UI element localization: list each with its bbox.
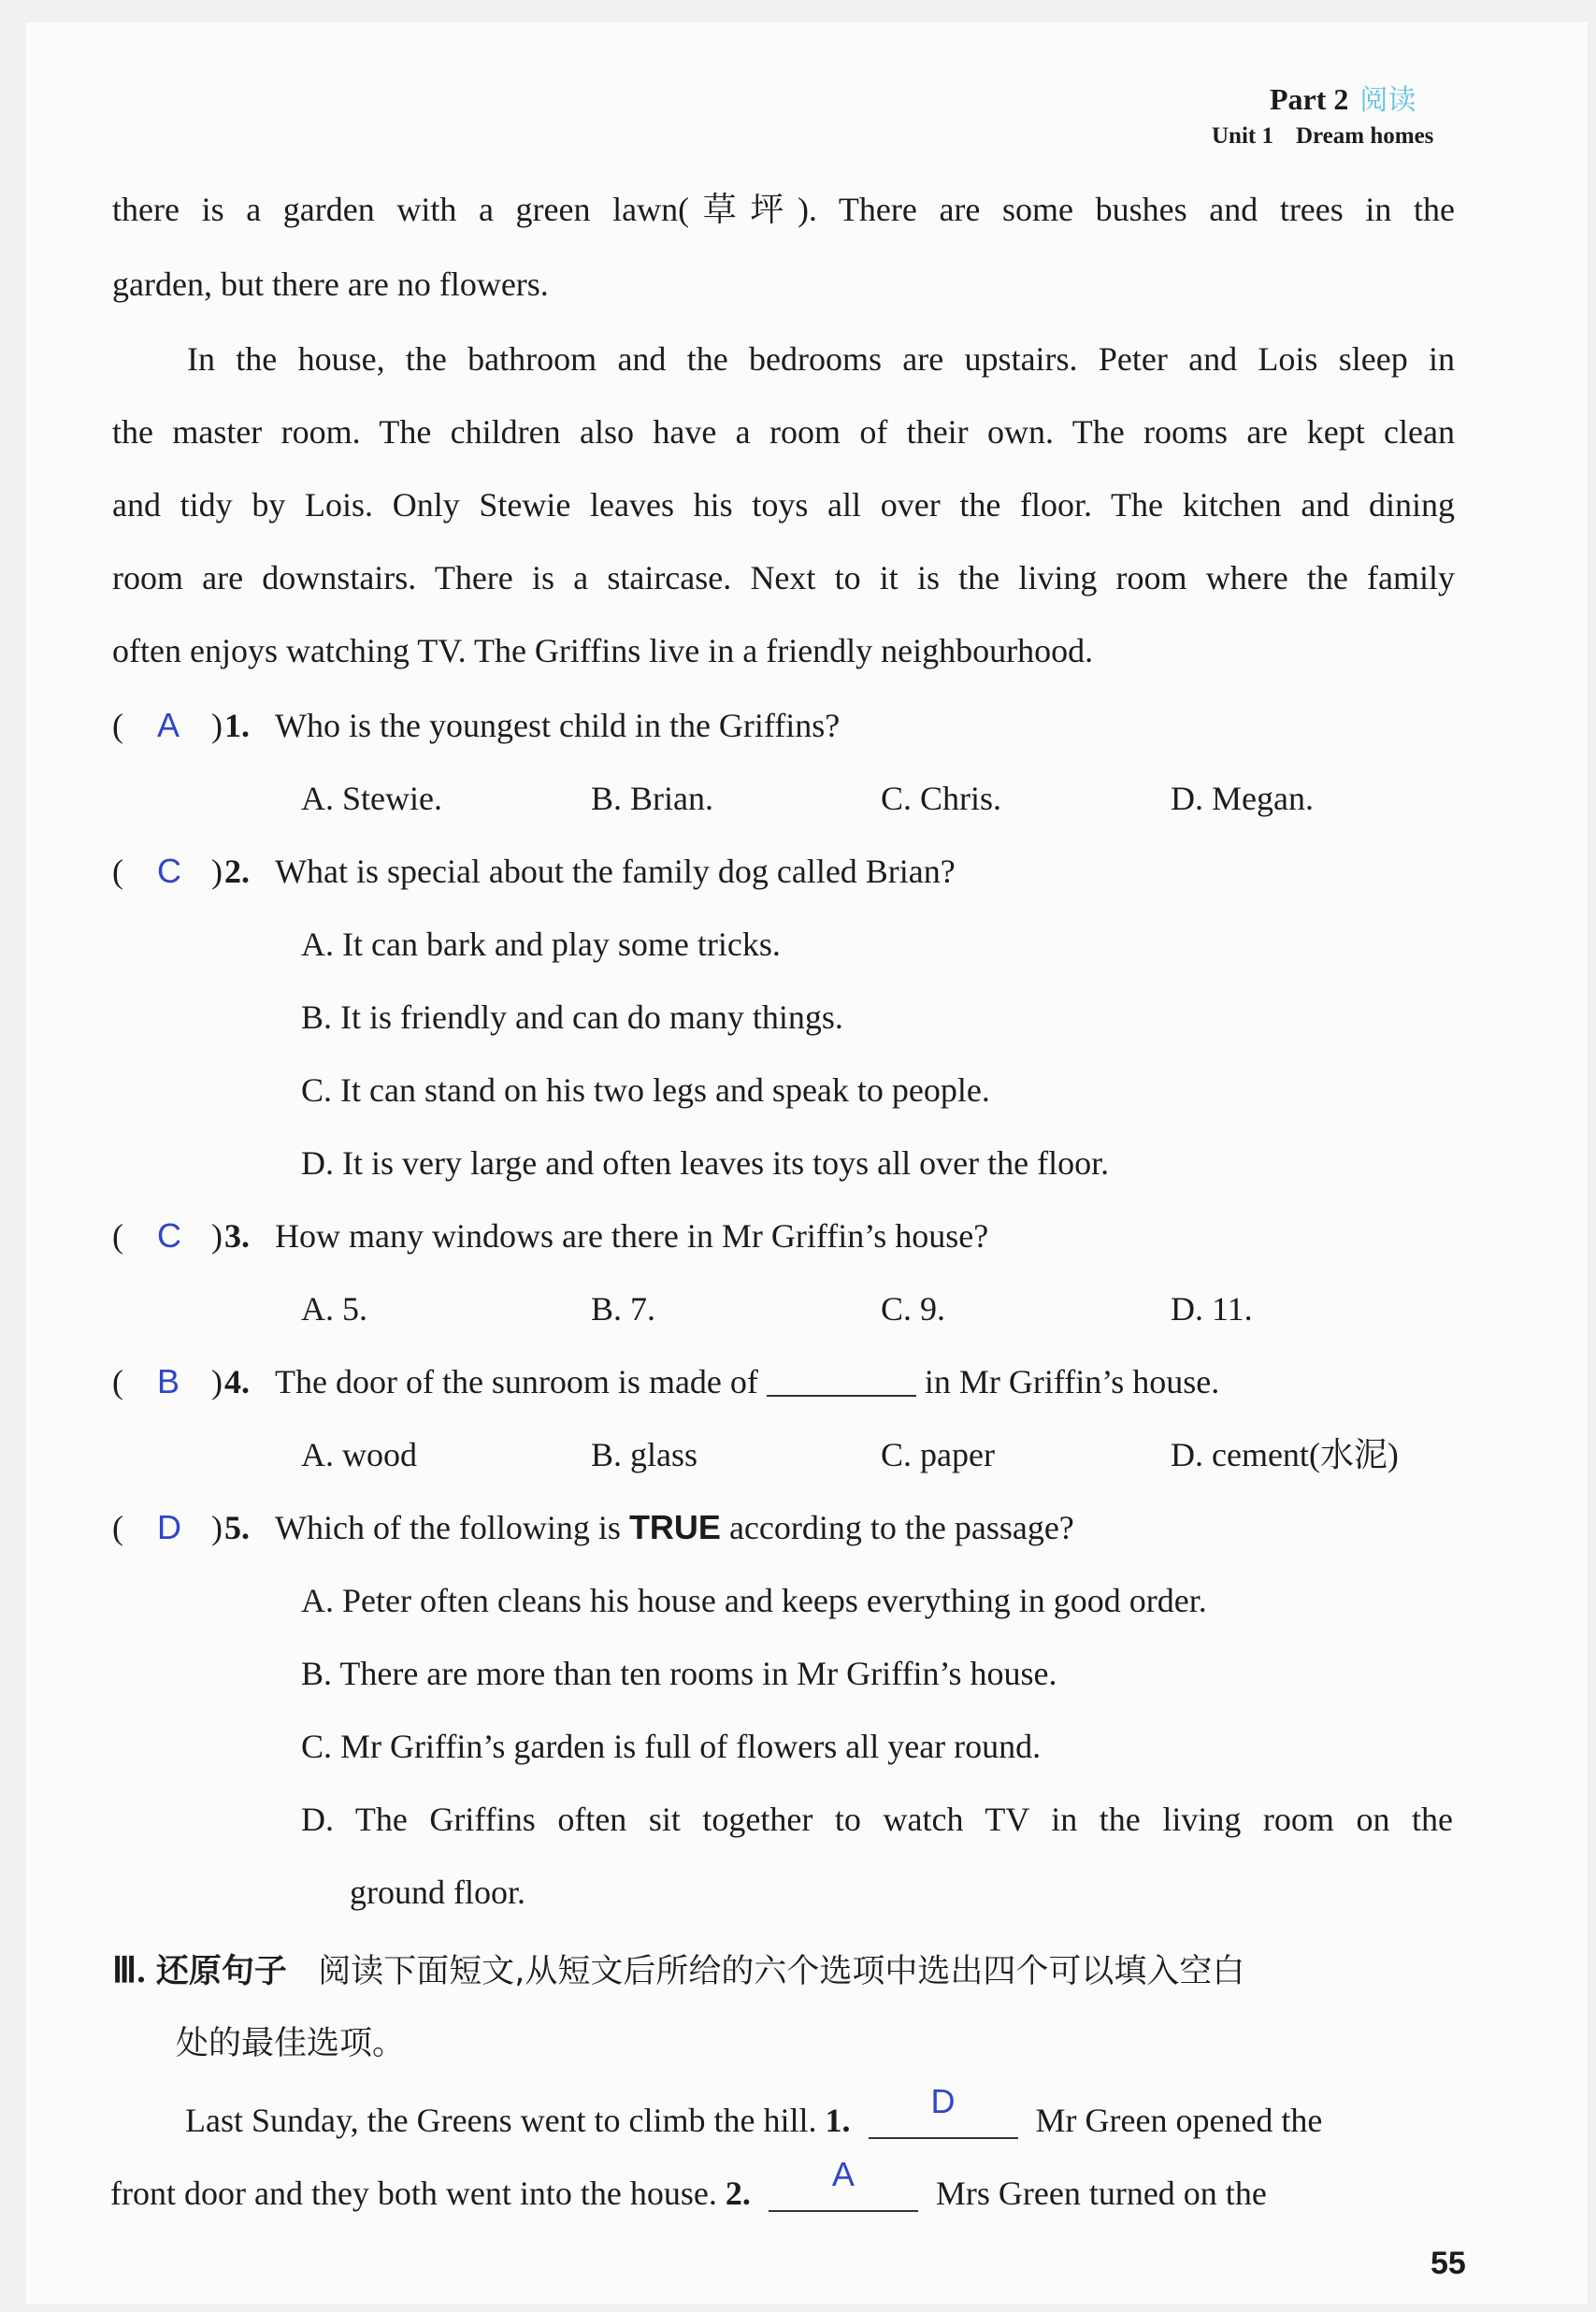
cloze-text: Last Sunday, the Greens went to climb the hill. [185, 2102, 817, 2139]
question-1 [112, 703, 840, 748]
cloze-line-1 [185, 2082, 1323, 2143]
question-text: What is special about the family dog called Brian? [275, 853, 956, 890]
question-2 [112, 849, 956, 894]
question-number: 4. [224, 1363, 250, 1400]
option-d-continued: ground floor. [350, 1874, 525, 1911]
option-c: C. Mr Griffin’s garden is full of flowers all year round. [301, 1728, 1042, 1765]
question-3 [112, 1213, 988, 1258]
answer-mark: A [157, 706, 180, 744]
header-part-cn: 阅读 [1359, 84, 1416, 117]
section-heading [112, 1948, 1244, 1994]
question-text: in Mr Griffin’s house. [924, 1363, 1220, 1400]
option-d: D. 11. [1171, 1290, 1253, 1328]
answer-mark: B [157, 1362, 180, 1400]
option-a: A. wood [301, 1436, 417, 1473]
question-text: according to the passage? [728, 1509, 1074, 1546]
option-c: C. 9. [881, 1290, 946, 1328]
answer-blank [767, 1363, 916, 1397]
section-instruction: 阅读下面短文,从短文后所给的六个选项中选出四个可以填入空白 [318, 1953, 1245, 1990]
option-b: B. Brian. [591, 780, 713, 817]
cloze-blank-2 [769, 2155, 918, 2212]
passage-line: the master room. The children also have a room of their own. The rooms are kept clean [112, 413, 1455, 451]
passage-line: In the house, the bathroom and the bedrooms are upstairs. Peter and Lois sleep in [187, 340, 1455, 378]
option-c: C. Chris. [881, 780, 1002, 817]
answer-mark: A [831, 2155, 855, 2193]
option-c: C. It can stand on his two legs and speak to people. [301, 1071, 990, 1109]
section-numeral: Ⅲ. [112, 1951, 146, 1990]
header-part-label: Part 2 [1270, 82, 1349, 116]
option-b: B. It is friendly and can do many things. [301, 998, 843, 1036]
header-unit [1212, 123, 1456, 150]
option-d: D. cement(水泥) [1171, 1436, 1399, 1473]
question-emphasis: TRUE [628, 1508, 721, 1546]
option-a: A. It can bark and play some tricks. [301, 926, 781, 963]
blank-number: 1. [825, 2102, 851, 2139]
option-c: C. paper [881, 1436, 995, 1473]
cloze-blank-1 [869, 2082, 1018, 2139]
cloze-text: Mrs Green turned on the [935, 2175, 1267, 2212]
option-d: D. The Griffins often sit together to watch TV in the living room on the [301, 1801, 1453, 1838]
answer-mark: C [157, 852, 181, 890]
question-number: 1. [224, 707, 250, 744]
question-5 [112, 1505, 1074, 1550]
option-d: D. Megan. [1171, 780, 1314, 817]
passage-line: and tidy by Lois. Only Stewie leaves his toys all over the floor. The kitchen and dining [112, 486, 1455, 524]
answer-mark: D [930, 2082, 956, 2120]
passage-line: room are downstairs. There is a staircase. Next to it is the living room where the family [112, 559, 1455, 596]
page-number: 55 [1431, 2246, 1466, 2281]
section-instruction-continued: 处的最佳选项。 [176, 2025, 406, 2062]
question-text: Which of the following is [275, 1509, 621, 1546]
answer-bracket: ( C ) [112, 849, 224, 894]
answer-mark: D [157, 1508, 181, 1546]
option-a: A. Peter often cleans his house and keeps everything in good order. [301, 1582, 1207, 1619]
option-b: B. 7. [591, 1290, 656, 1328]
header-unit-label: Unit 1 [1212, 123, 1273, 149]
question-text: Who is the youngest child in the Griffins? [275, 707, 841, 744]
answer-bracket: ( B ) [112, 1359, 224, 1404]
option-b: B. There are more than ten rooms in Mr Griffin’s house. [301, 1655, 1057, 1692]
option-d: D. It is very large and often leaves its toys all over the floor. [301, 1144, 1110, 1182]
question-number: 3. [224, 1217, 250, 1255]
answer-bracket: ( D ) [112, 1505, 224, 1550]
question-4 [112, 1359, 1219, 1404]
option-a: A. 5. [301, 1290, 367, 1328]
answer-bracket: ( C ) [112, 1213, 224, 1258]
question-number: 2. [224, 853, 250, 890]
passage-line: garden, but there are no flowers. [112, 266, 549, 303]
question-text: How many windows are there in Mr Griffin’s house? [275, 1217, 989, 1255]
cloze-text: front door and they both went into the house. [110, 2175, 717, 2212]
cloze-text: Mr Green opened the [1035, 2102, 1323, 2139]
passage-line: there is a garden with a green lawn(草坪). There are some bushes and trees in the [112, 191, 1455, 228]
header-unit-title: Dream homes [1295, 123, 1434, 149]
question-text: The door of the sunroom is made of [275, 1363, 758, 1400]
option-b: B. glass [591, 1436, 698, 1473]
option-a: A. Stewie. [301, 780, 442, 817]
answer-bracket: ( A ) [112, 703, 224, 748]
section-title: 还原句子 [155, 1953, 287, 1990]
cloze-line-2 [110, 2155, 1267, 2216]
header-part [1270, 77, 1416, 118]
question-number: 5. [224, 1509, 250, 1546]
blank-number: 2. [725, 2175, 751, 2212]
passage-line: often enjoys watching TV. The Griffins live in a friendly neighbourhood. [112, 632, 1094, 669]
answer-mark: C [157, 1216, 181, 1255]
